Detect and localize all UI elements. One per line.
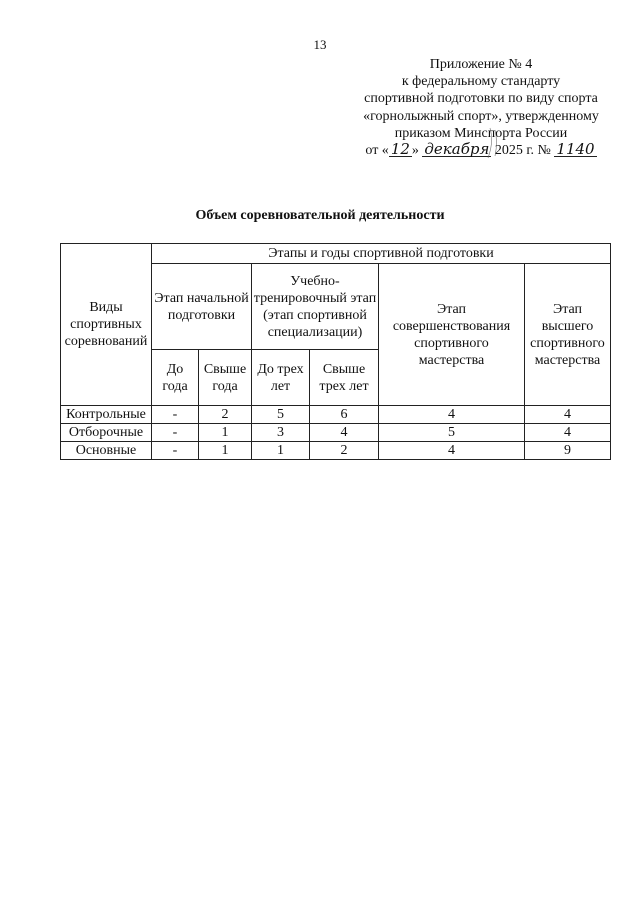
table-cell: 2 [199, 406, 252, 424]
table-cell: 4 [525, 406, 611, 424]
table-cell: 5 [252, 406, 310, 424]
table-cell: 3 [252, 424, 310, 442]
table-cell: - [152, 406, 199, 424]
table-row [61, 442, 611, 460]
order-number-handwritten: 1140 [556, 140, 595, 159]
table-cell: 6 [310, 406, 379, 424]
table-row [61, 424, 611, 442]
appendix-line: «горнолыжный спорт», утвержденному [363, 108, 599, 124]
subheader-over-three-years: Свыше трех лет [310, 350, 379, 406]
subheader-up-to-year: До года [152, 350, 199, 406]
table-cell: - [152, 442, 199, 460]
table-cell: 1 [252, 442, 310, 460]
order-year: 2025 г. № [491, 143, 555, 159]
appendix-line: приказом Минспорта России [394, 125, 568, 141]
order-prefix: от « [365, 143, 389, 159]
group-header-cell: Этапы и годы спортивной подготовки [152, 244, 611, 264]
subheader-over-year: Свыше года [199, 350, 252, 406]
table-row [61, 406, 611, 424]
order-month-handwritten: декабря [424, 140, 490, 159]
table-cell: 4 [310, 424, 379, 442]
row-header-cell: Виды спортивных соревнований [61, 244, 152, 406]
order-day-handwritten: 12 [390, 140, 410, 159]
row-label: Основные [61, 442, 152, 460]
table-cell: 4 [379, 406, 525, 424]
stage-header-initial: Этап начальной подготовки [152, 264, 252, 350]
appendix-line: к федеральному стандарту [401, 74, 561, 90]
table-cell: 4 [525, 424, 611, 442]
table-cell: 9 [525, 442, 611, 460]
row-label: Отборочные [61, 424, 152, 442]
table-cell: 1 [199, 442, 252, 460]
table-cell: 5 [379, 424, 525, 442]
competition-volume-table [60, 243, 611, 460]
row-label: Контрольные [61, 406, 152, 424]
appendix-line: Приложение № 4 [429, 57, 533, 72]
document-title: Объем соревновательной деятельности [195, 208, 445, 223]
stage-header-improvement: Этап совершенствования спортивного мастерства [379, 264, 525, 406]
subheader-up-to-three-years: До трех лет [252, 350, 310, 406]
table-cell: 2 [310, 442, 379, 460]
stamp-mark [440, 108, 570, 178]
table-cell: 4 [379, 442, 525, 460]
table-cell: 1 [199, 424, 252, 442]
page-number: 13 [313, 37, 327, 52]
stage-header-training: Учебно-тренировочный этап (этап спортивной специализации) [252, 264, 379, 350]
order-mid: » [411, 143, 423, 159]
stage-header-higher: Этап высшего спортивного мастерства [525, 264, 611, 406]
appendix-line: спортивной подготовки по виду спорта [364, 91, 598, 107]
table-cell: - [152, 424, 199, 442]
